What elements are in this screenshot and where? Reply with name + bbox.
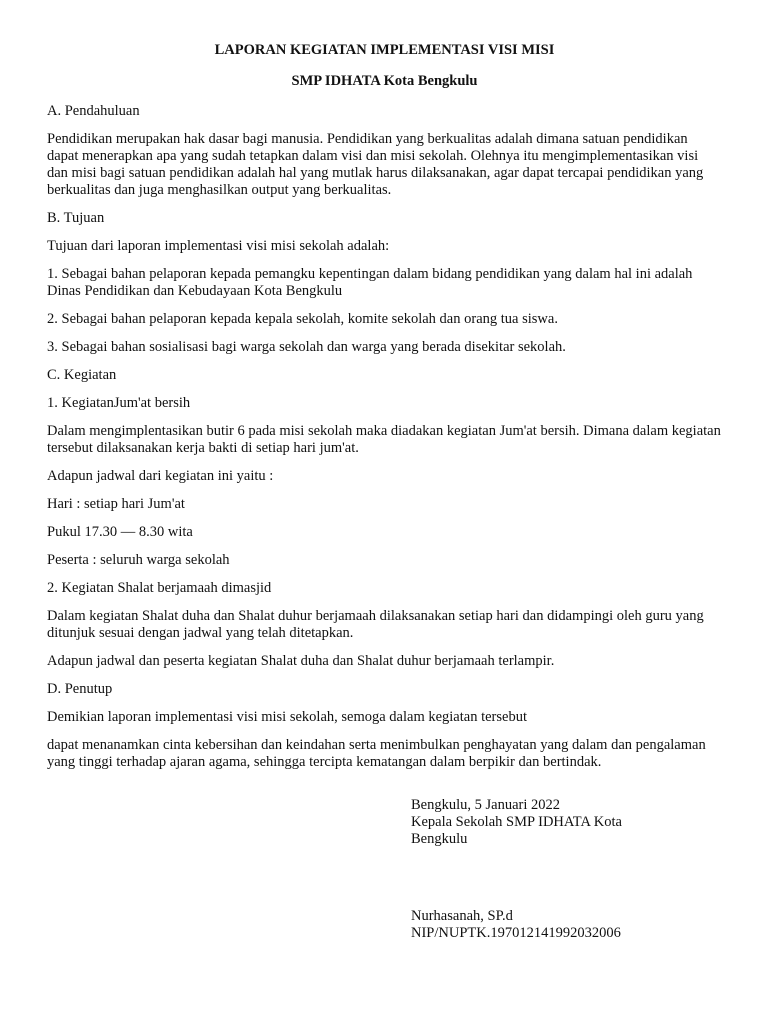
signatory-nip: NIP/NUPTK.197012141992032006 xyxy=(411,925,621,941)
kegiatan-1-hari: Hari : setiap hari Jum'at xyxy=(47,496,185,512)
section-d-paragraph-2: dapat menanamkan cinta kebersihan dan keindahan serta menimbulkan penghayatan yang dalam dan pengalaman yang tinggi terhadap ajaran agama, sehingga tercipta kematangan dalam berpikir dan bertindak. xyxy=(47,737,706,770)
section-b-item-3: 3. Sebagai bahan sosialisasi bagi warga sekolah dan warga yang berada disekitar sekolah. xyxy=(47,339,566,355)
document-title: LAPORAN KEGIATAN IMPLEMENTASI VISI MISI xyxy=(214,42,555,58)
section-b-intro: Tujuan dari laporan implementasi visi misi sekolah adalah: xyxy=(47,238,390,254)
signature-position-line-1: Kepala Sekolah SMP IDHATA Kota xyxy=(411,814,622,830)
kegiatan-1-peserta: Peserta : seluruh warga sekolah xyxy=(47,552,230,568)
section-b-item-1: 1. Sebagai bahan pelaporan kepada pemangku kepentingan dalam bidang pendidikan yang dalam hal ini adalah Dinas Pendidikan dan Kebudayaan Kota Bengkulu xyxy=(47,266,693,299)
signature-place-date: Bengkulu, 5 Januari 2022 xyxy=(411,797,561,813)
section-c-heading: C. Kegiatan xyxy=(47,367,117,383)
signatory-name: Nurhasanah, SP.d xyxy=(411,908,513,924)
signature-position-line-2: Bengkulu xyxy=(411,831,468,847)
signature-space xyxy=(411,848,731,908)
section-d-heading: D. Penutup xyxy=(47,681,113,697)
section-a-heading: A. Pendahuluan xyxy=(47,103,140,119)
kegiatan-2-heading: 2. Kegiatan Shalat berjamaah dimasjid xyxy=(47,580,272,596)
kegiatan-1-paragraph: Dalam mengimplentasikan butir 6 pada misi sekolah maka diadakan kegiatan Jum'at bersih. Dimana dalam kegiatan tersebut dilaksanakan kerja bakti di setiap hari jum'at. xyxy=(47,423,721,456)
kegiatan-1-pukul: Pukul 17.30 — 8.30 wita xyxy=(47,524,193,540)
section-d-paragraph-1: Demikian laporan implementasi visi misi sekolah, semoga dalam kegiatan tersebut xyxy=(47,709,527,725)
section-a-paragraph: Pendidikan merupakan hak dasar bagi manusia. Pendidikan yang berkualitas adalah dimana satuan pendidikan dapat menerapkan apa yang sudah tetapkan dalam visi dan misi sekolah. Olehnya itu mengimplementasikan visi dan misi bagi satuan pendidikan adalah hal yang mutlak harus dilaksanakan, agar dapat tercapai pendidikan yang berkualitas dan juga menghasilkan output yang berkualitas. xyxy=(47,131,704,198)
kegiatan-2-paragraph: Dalam kegiatan Shalat duha dan Shalat duhur berjamaah dilaksanakan setiap hari dan didampingi oleh guru yang ditunjuk sesuai dengan jadwal yang telah ditetapkan. xyxy=(47,608,704,641)
document-subtitle: SMP IDHATA Kota Bengkulu xyxy=(291,73,478,89)
kegiatan-1-heading: 1. KegiatanJum'at bersih xyxy=(47,395,191,411)
section-b-item-2: 2. Sebagai bahan pelaporan kepada kepala sekolah, komite sekolah dan orang tua siswa. xyxy=(47,311,558,327)
signature-block xyxy=(411,797,731,942)
section-b-heading: B. Tujuan xyxy=(47,210,105,226)
kegiatan-2-jadwal: Adapun jadwal dan peserta kegiatan Shalat duha dan Shalat duhur berjamaah terlampir. xyxy=(47,653,555,669)
kegiatan-1-jadwal: Adapun jadwal dari kegiatan ini yaitu : xyxy=(47,468,274,484)
